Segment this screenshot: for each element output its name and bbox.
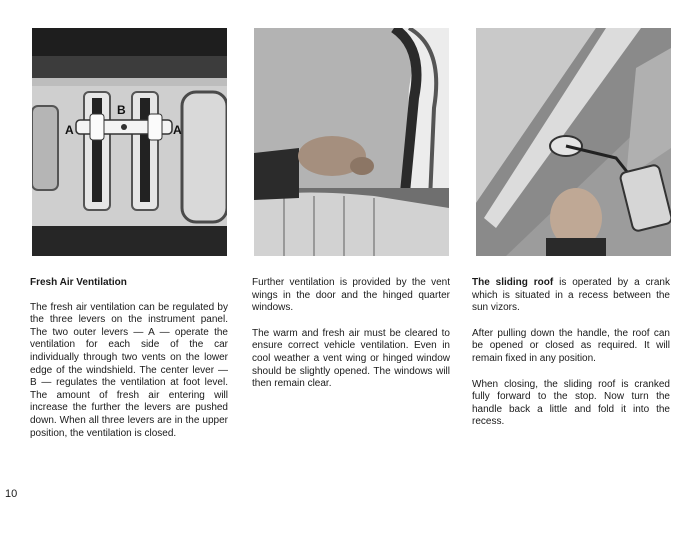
body-paragraph: The warm and fresh air must be cleared to ensure correct vehicle ventilation. Even in cool weather a vent wing or hinged window should be slightly opened. The windows will then remain clear. xyxy=(252,327,450,390)
lever-b-label: B xyxy=(117,103,126,117)
body-paragraph xyxy=(472,277,670,315)
page-number: 10 xyxy=(5,488,18,500)
body-paragraph: When closing, the sliding roof is cranked fully forward to the stop. Now turn the handle back a little and fold it into the recess. xyxy=(472,378,670,428)
body-paragraph: After pulling down the handle, the roof can be opened or closed as required. It will remain fixed in any position. xyxy=(472,327,670,364)
vent-wing-photo xyxy=(254,28,449,256)
lever-a-right-label: A xyxy=(173,123,182,137)
body-paragraph: The fresh air ventilation can be regulated by the three levers on the instrument panel. The two outer levers — A — operate the ventilation for each side of the car individually through two vents on the lower edge of the windshield. The center lever — B — regulates the ventilation at foot level. The amount of fresh air entering will increase the further the levers are pushed down. When all three levers are in the upper position, the ventilation is closed. xyxy=(30,301,228,439)
sliding-roof-lead: The sliding roof xyxy=(472,277,554,288)
further-ventilation-section xyxy=(252,277,450,404)
sliding-roof-crank-photo xyxy=(476,28,671,256)
lever-a-left-label: A xyxy=(65,123,74,137)
vent-levers-illustration xyxy=(32,28,227,256)
sliding-roof-lead-rest: is operated by a crank which is situated in a recess between the sun vizors. xyxy=(472,277,670,314)
section-heading: Fresh Air Ventilation xyxy=(30,277,127,288)
fresh-air-ventilation-section xyxy=(30,277,228,453)
body-paragraph: Further ventilation is provided by the vent wings in the door and the hinged quarter windows. xyxy=(252,277,450,314)
vent-levers-photo xyxy=(32,28,227,256)
sliding-roof-section xyxy=(472,277,670,442)
